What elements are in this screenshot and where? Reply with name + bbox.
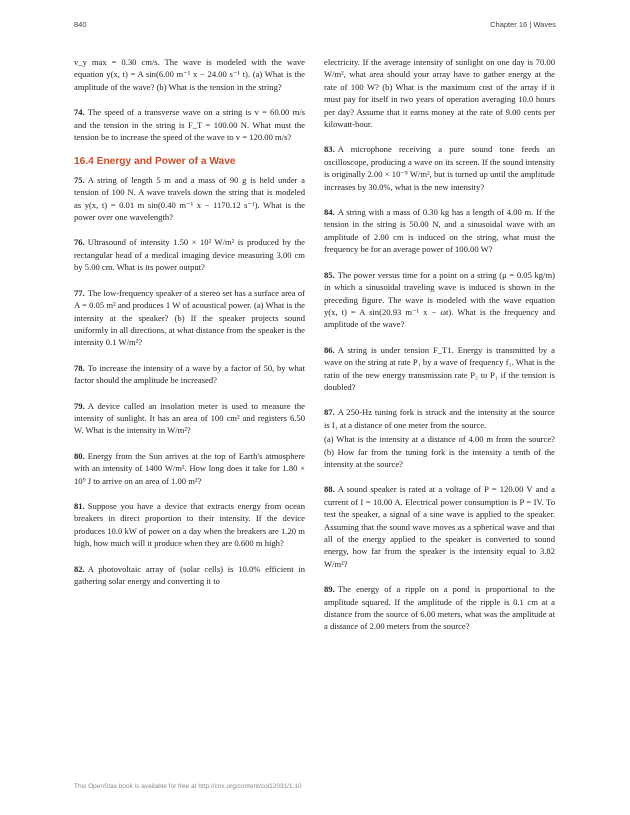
problem-number: 80. [74,450,85,461]
problem-74 [74,106,305,143]
problem-75 [74,174,305,224]
section-heading: 16.4 Energy and Power of a Wave [74,156,236,168]
problem-76 [74,236,305,273]
problem-text: A device called an insolation meter is used to measure the intensity of sunlight. It has an area of 100 cm² and registers 6.50 W. What is the intensity in W/m²? [74,400,305,436]
problem-number: 85. [324,269,335,280]
problem-number: 74. [74,107,85,118]
problem-77 [74,287,305,349]
problem-number: 89. [324,584,335,595]
problem-text: The speed of a transverse wave on a string is v = 60.00 m/s and the tension in the string is F_T = 100.00 N. What must the tension be to increase the speed of the wave to v = 120.00 m/s? [74,107,305,143]
problem-78 [74,362,305,387]
problem-text: The power versus time for a point on a string (μ = 0.05 kg/m) in which a sinusoidal traveling wave is induced is shown in the preceding figure. The wave is modeled with the wave equation y(x, t) = A sin(20.93 m⁻¹ x − ωt). What is the frequency and amplitude of the wave? [324,269,555,330]
problem-text: A string with a mass of 0.30 kg has a length of 4.00 m. If the tension in the string is 50.00 N, and a sinusoidal wave with an amplitude of 2.00 cm is induced on the string, what must the frequency be for an average power of 100.00 W? [324,207,555,255]
problem-number: 81. [74,500,85,511]
problem-number: 76. [74,237,85,248]
problem-number: 86. [324,344,335,355]
problem-text: The low-frequency speaker of a stereo set has a surface area of A = 0.05 m² and produces 1 W of acoustical power. (a) What is the intensity at the speaker? (b) If the speaker projects sound uniformly in all directions, at what distance from the speaker is the intensity 0.1 W/m²? [74,287,305,348]
left-column [74,56,305,600]
problem-80 [74,450,305,487]
problem-text: A string of length 5 m and a mass of 90 g is held under a tension of 100 N. A wave travels down the string that is modeled as y(x, t) = 0.01 m sin(0.40 m⁻¹ x − 1170.12 s⁻¹). What is the power over one wavelength? [74,174,305,223]
problem-number: 88. [324,484,335,495]
problem-86 [324,344,555,394]
page-footer: This OpenStax book is available for free at http://cnx.org/content/col12031/1.10 [74,783,302,790]
problem-text: electricity. If the average intensity of sunlight on one day is 70.00 W/m², what area should your array have to gather energy at the rate of 100 W? (b) What is the maximum cost of the array if it must pay for itself in two years of operation averaging 10.0 hours per day? Assume that it earns money at the rate of 9.00 cents per kilowatt-hour. [324,57,555,130]
problem-89 [324,583,555,633]
problem-number: 78. [74,362,85,373]
problem-number: 83. [324,144,335,155]
problem-text: Suppose you have a device that extracts energy from ocean breakers in direct proportion to their intensity. If the device produces 10.0 kW of power on a day when the breakers are 1.20 m high, how much will it produce when they are 0.600 m high? [74,500,305,549]
right-column [324,56,555,646]
problem-88 [324,483,555,570]
problem-text: To increase the intensity of a wave by a factor of 50, by what factor should the amplitude be increased? [74,362,305,386]
problem-83 [324,143,555,193]
problem-number: 87. [324,407,335,418]
problem-text: A sound speaker is rated at a voltage of P = 120.00 V and a current of I = 10.00 A. Electrical power consumption is P = IV. To test the speaker, a signal of a sine wave is applied to the speaker. Assuming that the sound wave moves as a spherical wave and that all of the energy applied to the speaker is converted to sound energy, how far from the speaker is the intensity equal to 3.82 W/m²? [324,484,555,569]
problem-text: A photovoltaic array of (solar cells) is 10.0% efficient in gathering solar energy and converting it to [74,563,305,586]
problem-number: 82. [74,563,85,574]
problem-text: v_y max = 0.30 cm/s. The wave is modeled with the wave equation y(x, t) = A sin(6.00 m⁻¹ x − 24.00 s⁻¹ t). (a) What is the amplitude of the wave? (b) What is the tension in the string? [74,57,305,92]
problem-79 [74,400,305,437]
problem-number: 84. [324,207,335,218]
problem-84 [324,206,555,256]
problem-text: A 250-Hz tuning fork is struck and the intensity at the source is I₁ at a distance of one meter from the source. [324,407,555,430]
problem-73-continued [74,56,305,93]
problem-number: 77. [74,287,85,298]
problem-number: 79. [74,400,85,411]
problem-81 [74,500,305,550]
problem-87 [324,406,555,470]
problem-85 [324,269,555,331]
problem-text-part-2: (a) What is the intensity at a distance of 4.00 m from the source? (b) How far from the tuning fork is the intensity a tenth of the intensity at the source? [324,434,555,469]
problem-text: A string is under tension F_T1. Energy is transmitted by a wave on the string at rate P₁ by a wave of frequency f₁. What is the ratio of the new energy transmission rate P₂ to P₁ if the tension is doubled? [324,344,555,392]
problem-number: 75. [74,174,85,185]
problem-82 [74,563,305,588]
problem-82-continued [324,56,555,130]
problem-text: Energy from the Sun arrives at the top of Earth's atmosphere with an intensity of 1400 W/m². How long does it take for 1.80 × 10⁹ J to arrive on an area of 1.00 m²? [74,450,305,486]
page-number: 840 [74,20,87,29]
problem-text: The energy of a ripple on a pond is proportional to the amplitude squared. If the amplitude of the ripple is 0.1 cm at a distance from the source of 6.00 meters, what was the amplitude at a distance of 2.00 meters from the source? [324,584,555,632]
chapter-title: Chapter 16 | Waves [490,20,556,29]
problem-text: Ultrasound of intensity 1.50 × 10² W/m² is produced by the rectangular head of a medical imaging device measuring 3.00 cm by 5.00 cm. What is its power output? [74,237,305,273]
problem-text: A microphone receiving a pure sound tone feeds an oscilloscope, producing a wave on its screen. If the sound intensity is originally 2.00 × 10⁻⁵ W/m², but is turned up until the amplitude increases by 30.0%, what is the new intensity? [324,144,555,192]
